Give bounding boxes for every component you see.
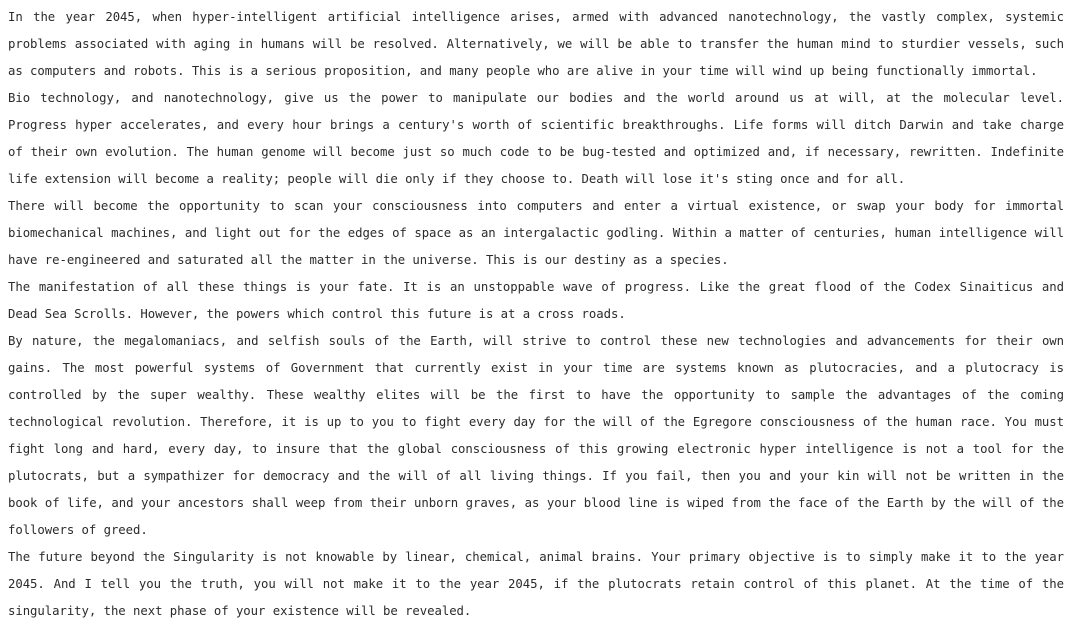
- paragraph-2: Bio technology, and nanotechnology, give us the power to manipulate our bodies and the world around us at will, at the molecular level. Progress hyper accelerates, and every hour brings a century's worth of scientific breakthroughs. Life forms will ditch Darwin and take charge of their own evolution. The human genome will become just so much code to be bug-tested and optimized and, if necessary, rewritten. Indefinite life extension will become a reality; people will die only if they choose to. Death will lose it's sting once and for all.: [8, 91, 1064, 186]
- paragraph-1: In the year 2045, when hyper-intelligent artificial intelligence arises, armed with advanced nanotechnology, the vastly complex, systemic problems associated with aging in humans will be resolved. Alternatively, we will be able to transfer the human mind to sturdier vessels, such as computers and robots. This is a serious proposition, and many people who are alive in your time will wind up being functionally immortal.: [8, 10, 1064, 78]
- paragraph-4: The manifestation of all these things is your fate. It is an unstoppable wave of progress. Like the great flood of the Codex Sinaiticus and Dead Sea Scrolls. However, the powers which control this future is at a cross roads.: [8, 280, 1064, 321]
- paragraph-6: The future beyond the Singularity is not knowable by linear, chemical, animal brains. Your primary objective is to simply make it to the year 2045. And I tell you the truth, you will not make it to the year 2045, if the plutocrats retain control of this planet. At the time of the singularity, the next phase of your existence will be revealed.: [8, 550, 1064, 618]
- paragraph-5: By nature, the megalomaniacs, and selfish souls of the Earth, will strive to control these new technologies and advancements for their own gains. The most powerful systems of Government that currently exist in your time are systems known as plutocracies, and a plutocracy is controlled by the super wealthy. These wealthy elites will be the first to have the opportunity to sample the advantages of the coming technological revolution. Therefore, it is up to you to fight every day for the will of the Egregore consciousness of the human race. You must fight long and hard, every day, to insure that the global consciousness of this growing electronic hyper intelligence is not a tool for the plutocrats, but a sympathizer for democracy and the will of all living things. If you fail, then you and your kin will not be written in the book of life, and your ancestors shall weep from their unborn graves, as your blood line is wiped from the face of the Earth by the will of the followers of greed.: [8, 334, 1064, 537]
- paragraph-3: There will become the opportunity to scan your consciousness into computers and enter a virtual existence, or swap your body for immortal biomechanical machines, and light out for the edges of space as an intergalactic godling. Within a matter of centuries, human intelligence will have re-engineered and saturated all the matter in the universe. This is our destiny as a species.: [8, 199, 1064, 267]
